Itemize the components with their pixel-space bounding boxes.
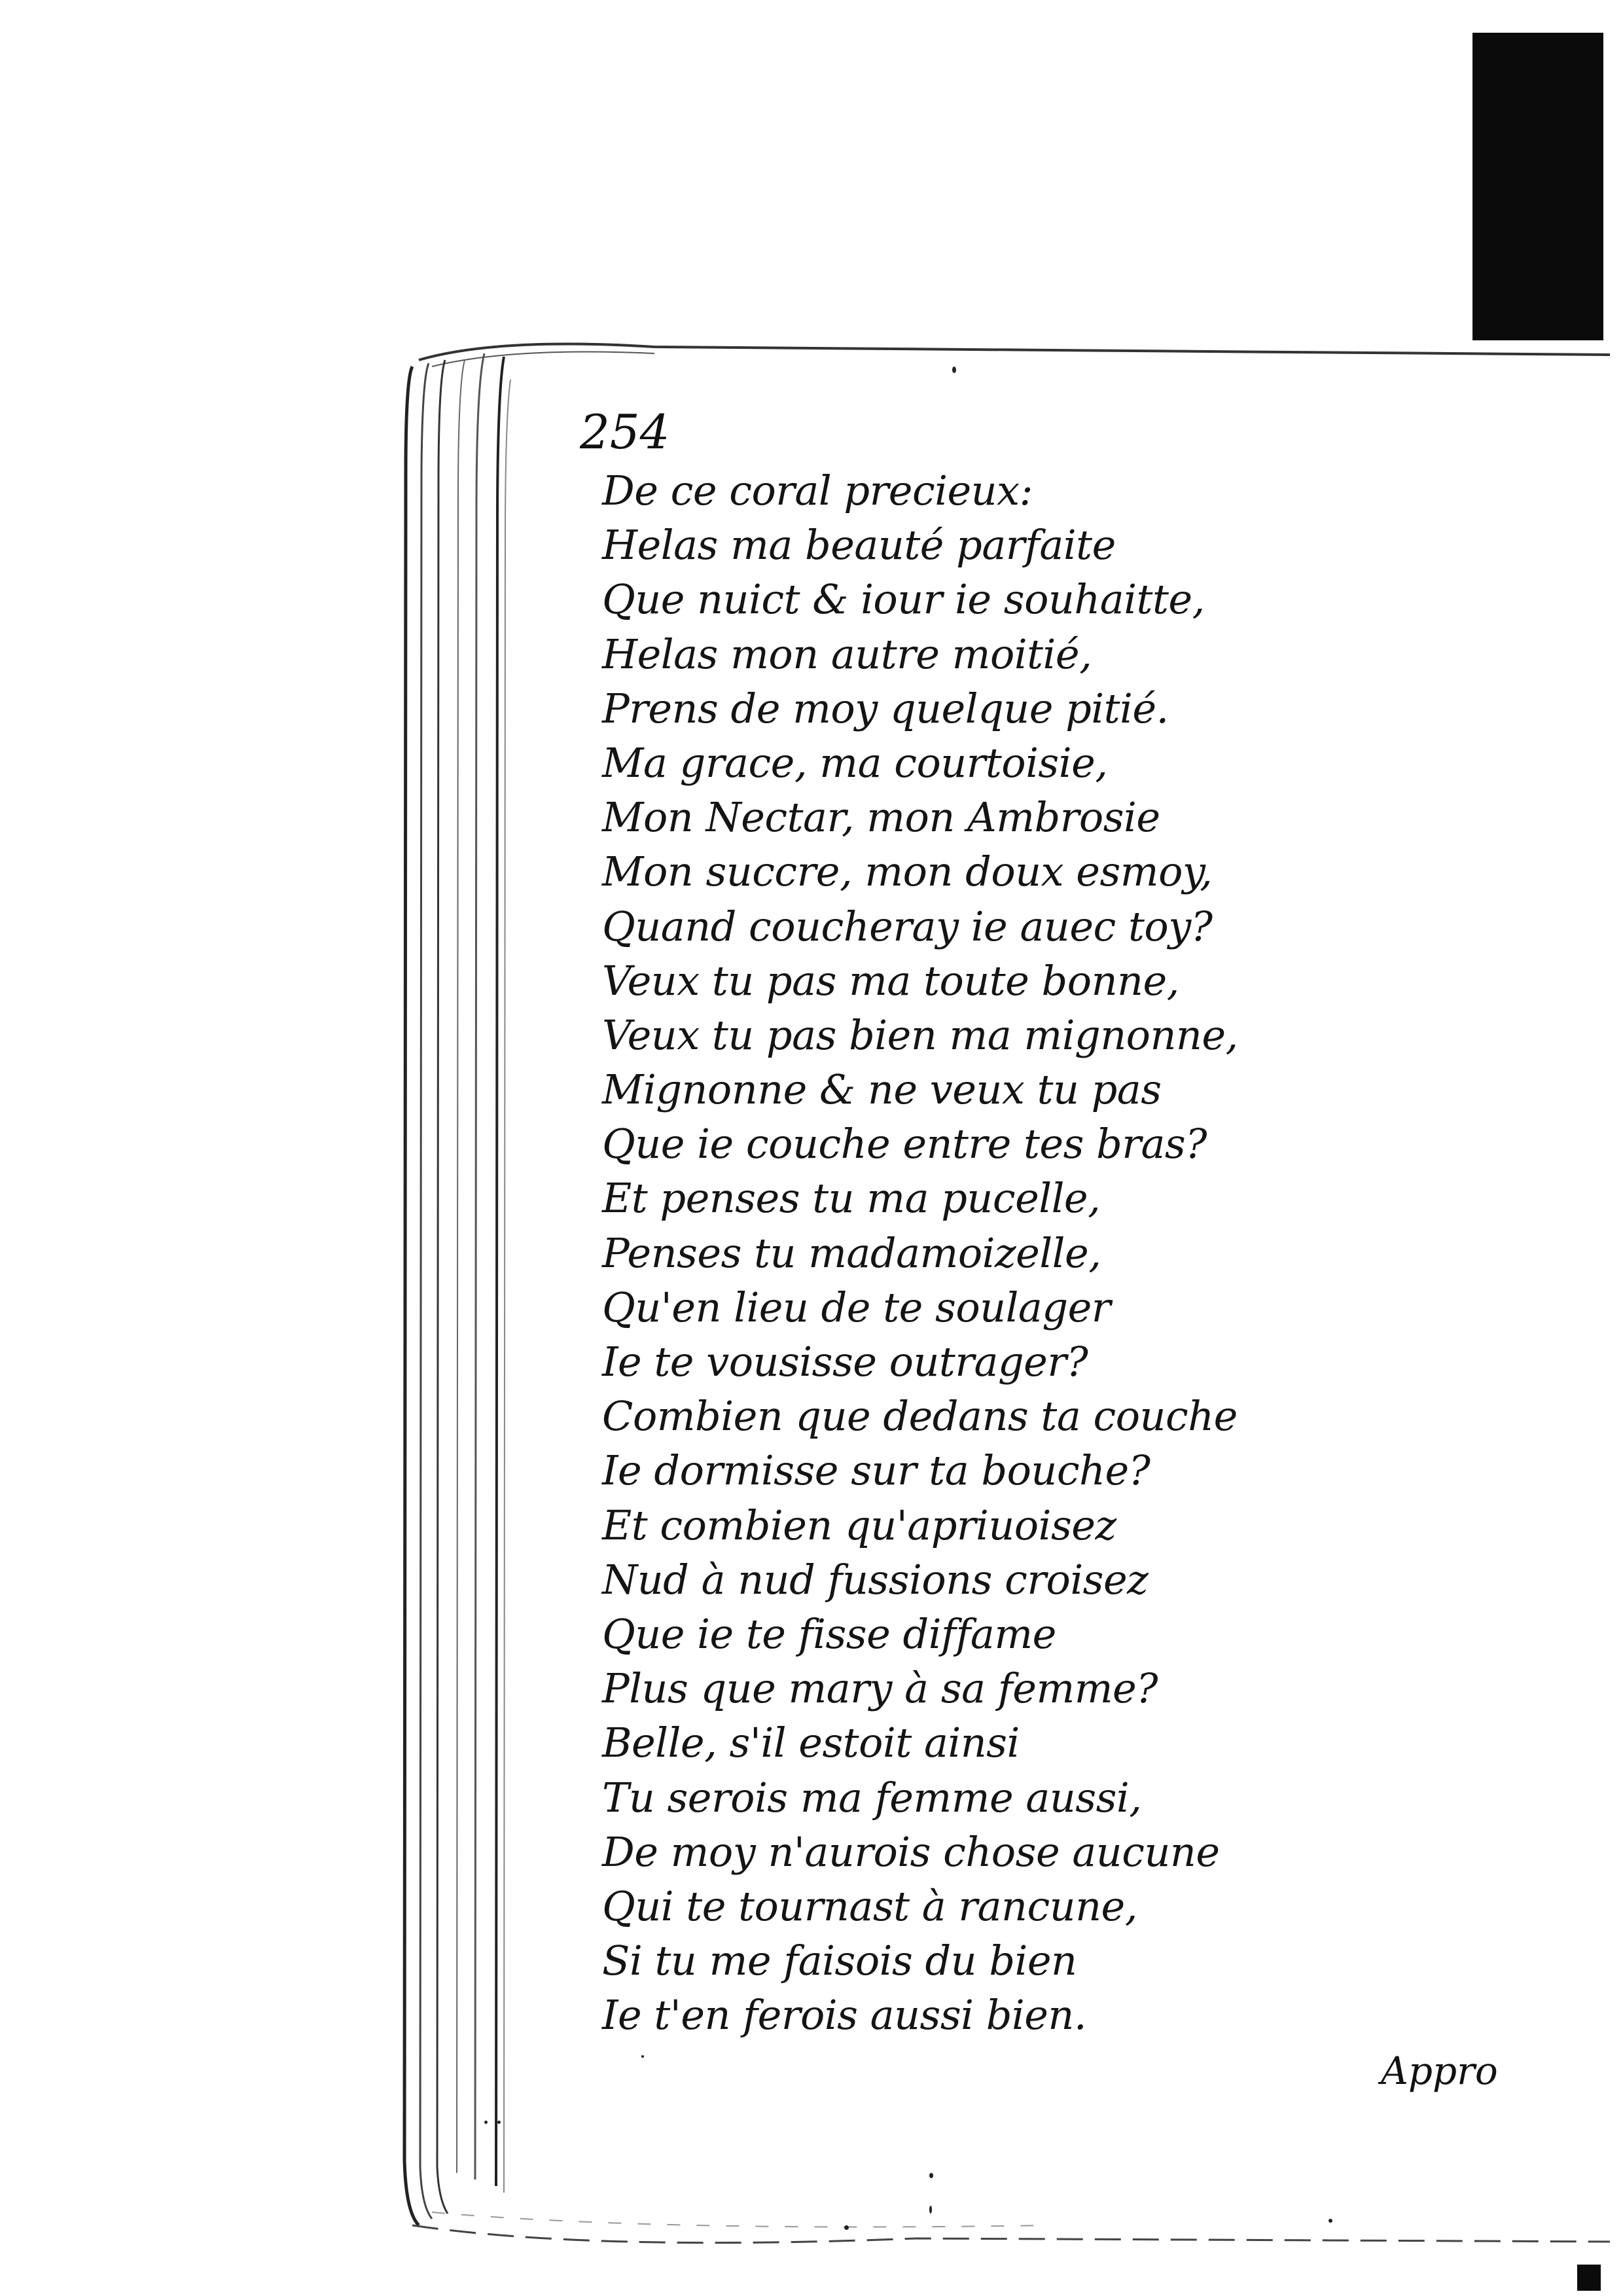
verse-line: Qui te tournast à rancune, [602,1882,1137,1930]
verse-line: Mon Nectar, mon Ambrosie [602,793,1160,842]
verse-line: Penses tu madamoizelle, [602,1229,1101,1277]
verse-line: Nud à nud fussions croisez [602,1555,1149,1604]
verse-line: Ie dormisse sur ta bouche? [602,1446,1150,1495]
ink-speck [484,2121,488,2124]
ink-speck [929,2173,933,2178]
verse-line: Belle, s'il estoit ainsi [602,1719,1020,1767]
ink-speck [497,2121,501,2124]
verse-line: Prens de moy quelque pitié. [602,684,1169,732]
ink-speck [641,2055,644,2058]
verse-line: Que ie couche entre tes bras? [602,1120,1207,1168]
verse-line: Que ie te fisse diffame [602,1609,1056,1658]
verse-line: Tu serois ma femme aussi, [602,1773,1142,1821]
verse-line: Mignonne & ne veux tu pas [602,1066,1162,1114]
page-number: 254 [580,404,670,459]
ink-speck [844,2225,849,2230]
book-page [393,340,1610,2265]
poem-text-block [580,404,1453,2042]
ink-speck [1329,2219,1332,2223]
verse-line: Et combien qu'apriuoisez [602,1501,1116,1549]
verse-line: Helas ma beauté parfaite [602,521,1116,569]
verse-line: Qu'en lieu de te soulager [602,1283,1111,1331]
verse-line: Mon succre, mon doux esmoy, [602,848,1213,896]
verse-line: Si tu me faisois du bien [602,1937,1077,1985]
verse-lines [602,463,1453,2042]
ink-speck [952,367,956,373]
verse-line: Plus que mary à sa femme? [602,1664,1158,1713]
verse-line: De moy n'aurois chose aucune [602,1827,1220,1876]
verse-line: Quand coucheray ie auec toy? [602,902,1213,950]
verse-line: Veux tu pas bien ma mignonne, [602,1011,1238,1059]
catchword: Appro [1381,2049,1498,2093]
verse-line: De ce coral precieux: [602,467,1033,514]
verse-line: Ma grace, ma courtoisie, [602,738,1108,787]
verse-line: Que nuict & iour ie souhaitte, [602,575,1205,624]
verse-line: Helas mon autre moitié, [602,630,1092,678]
verse-line: Ie te vousisse outrager? [602,1338,1088,1386]
verse-line: Veux tu pas ma toute bonne, [602,956,1179,1005]
scan-shadow-top-right [1472,33,1603,360]
verse-line: Et penses tu ma pucelle, [602,1174,1101,1223]
verse-line: Ie t'en ferois aussi bien. [602,1991,1087,2039]
verse-line: Combien que dedans ta couche [602,1392,1238,1441]
ink-speck [929,2206,932,2214]
